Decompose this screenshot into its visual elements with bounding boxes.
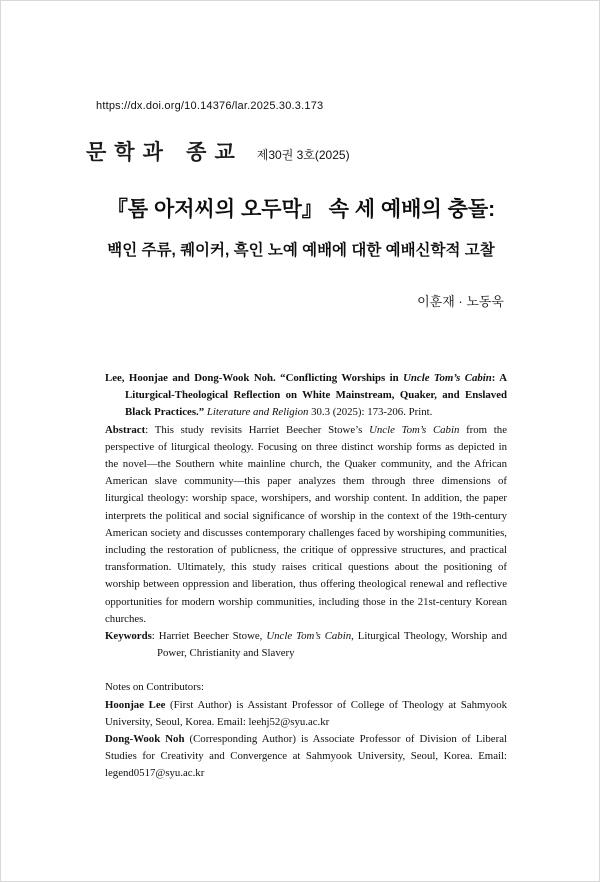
keywords-text-2: , Liturgical Theology, Worship and Power, Christianity and Slavery <box>157 630 507 660</box>
contributor-1-name: Hoonjae Lee <box>105 698 166 711</box>
keywords-paragraph <box>105 628 507 662</box>
keywords-text-1: : Harriet Beecher Stowe, <box>151 630 267 643</box>
citation-paragraph <box>105 370 507 422</box>
keywords-label: Keywords <box>105 630 152 643</box>
citation-text-2: : A Liturgical-Theological Reflection on White Mainstream, Quaker, and Enslaved Black Practices.” <box>125 372 508 419</box>
contributor-entry-2 <box>105 731 507 783</box>
abstract-work-title: Uncle Tom’s Cabin <box>369 423 460 436</box>
paper-title-line2: 백인 주류, 퀘이커, 흑인 노예 예배에 대한 예배신학적 고찰 <box>107 242 495 259</box>
citation-journal-title: Literature and Religion <box>206 406 309 419</box>
journal-issue-label: 제30권 3호(2025) <box>256 148 350 162</box>
contributor-entry-1 <box>105 697 507 731</box>
authors-names: 이훈재 · 노동욱 <box>417 294 504 309</box>
abstract-text-2: from the perspective of liturgical theology. Focusing on three distinct worship forms as depicted in the novel—the Southern white mainline church, the Quaker community, and the African American slave community—this paper analyzes them through three dimensions of liturgical theology: worship space, worshipers, and worship content. In addition, the paper interprets the political and social significance of worship in the context of the 19th-century American society and discusses contemporary challenges faced by worshiping communities, including the restoration of publicness, the critique of oppressive structures, and practical transformation. Ultimately, this study raises critical questions about the positioning of worship between oppression and liberation, thus offering theological renewal and reflective opportunities for modern worship communities, including those in the 21st-century Korean churches. <box>105 423 507 625</box>
abstract-label: Abstract <box>105 423 146 436</box>
notes-heading: Notes on Contributors: <box>105 681 204 694</box>
notes-on-contributors <box>105 679 507 782</box>
paper-title-line1: 『톰 아저씨의 오두막』 속 세 예배의 충돌: <box>106 198 496 221</box>
contributor-2-bio: (Corresponding Author) is Associate Professor of Division of Liberal Studies for Creativity and Convergence at Sahmyook University, Seoul, Korea. Email: legend0517@syu.ac.kr <box>105 733 507 780</box>
citation-text-3: 30.3 (2025): 173-206. Print. <box>308 406 433 419</box>
journal-header <box>86 136 350 166</box>
journal-logo: 문학과 종교 <box>86 140 243 164</box>
citation-work-title: Uncle Tom’s Cabin <box>403 372 492 384</box>
keywords-work-title: Uncle Tom’s Cabin <box>266 630 352 643</box>
citation-text-1: Lee, Hoonjae and Dong-Wook Noh. “Conflicting Worships in <box>105 372 404 384</box>
contributor-2-name: Dong-Wook Noh <box>105 733 185 746</box>
doi-link[interactable]: https://dx.doi.org/10.14376/lar.2025.30.3.173 <box>96 100 324 112</box>
contributor-1-bio: (First Author) is Assistant Professor of College of Theology at Sahmyook University, Seoul, Korea. Email: leehj52@syu.ac.kr <box>105 698 507 728</box>
front-matter-block <box>105 370 507 783</box>
abstract-paragraph <box>105 422 507 628</box>
abstract-text-1: : This study revisits Harriet Beecher Stowe’s <box>145 423 370 436</box>
